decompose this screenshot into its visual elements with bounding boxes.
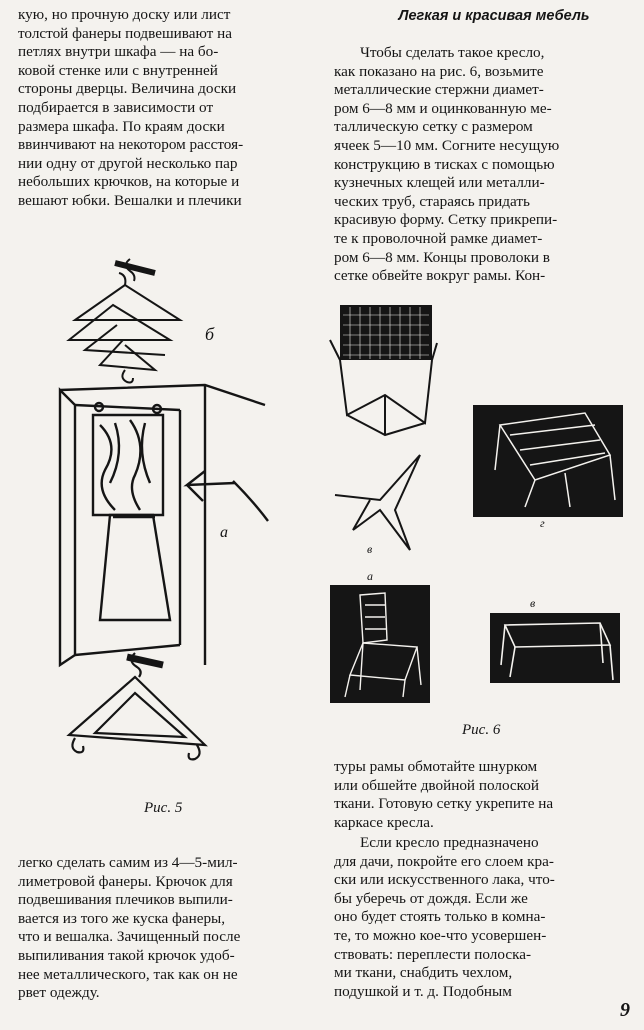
figure-6-illustration [325, 295, 630, 715]
left-bottom-paragraph: легко сделать самим из 4—5-мил- лиметровой фанеры. Крючок для подвешивания плечиков выпили- вается из того же куска фанеры, что и вешалка. Зачищенный после выпиливания такой крючок удоб- нее металлического, так как он не рвет одежду. [18, 854, 241, 1002]
figure-6-label-star: в [367, 542, 373, 556]
figure-5-label-a: а [220, 524, 228, 541]
figure-6-caption: Рис. 6 [462, 722, 501, 738]
figure-5-caption: Рис. 5 [144, 800, 183, 816]
right-top-paragraph: Чтобы сделать такое кресло, как показано на рис. 6, возьмите металлические стержни диамет- ром 6—8 мм и оцинкованную ме- таллическую сетку с размером ячеек 5—10 мм. Согните несущую конструкцию в тисках с помощью кузнечных клещей или металли- ческих труб, стараясь придать красивую форму. Сетку прикрепи- те к проволочной рамке диамет- ром 6—8 мм. Концы проволоки в сетке обвейте вокруг рамы. Кон- [334, 44, 560, 285]
figure-5-label-b: б [205, 324, 215, 344]
section-title: Легкая и красивая мебель [398, 8, 590, 24]
right-bottom-paragraph-2: Если кресло предназначено для дачи, покройте его слоем кра- ски или искусственного лака, что- бы уберечь от дождя. Если же оно будет стоять только в комна- те, то можно кое-что усовершен- ствовать: переплести полоска- ми ткани, снабдить чехлом, подушкой и т. д. Подобным [334, 834, 555, 1000]
right-bottom-paragraph-1: туры рамы обмотайте шнурком или обшейте двойной полоской ткани. Готовую сетку укрепите на каркасе кресла. [334, 758, 554, 831]
figure-5-illustration [55, 245, 285, 785]
figure-6-label-chair: г [540, 516, 545, 530]
left-top-paragraph: кую, но прочную доску или лист толстой фанеры подвешивают на петлях внутри шкафа — на бо- ковой стенке или с внутренней стороны дверцы. Величина доски подбирается в зависимости от размера шкафа. По краям доски ввинчивают на некотором расстоя- нии одну от другой несколько пар небольших крючков, на которые и вешают юбки. Вешалки и плечики [18, 6, 244, 209]
figure-6-label-a: а [367, 569, 373, 583]
figure-6-label-b: в [530, 596, 536, 610]
page-number: 9 [620, 999, 630, 1021]
